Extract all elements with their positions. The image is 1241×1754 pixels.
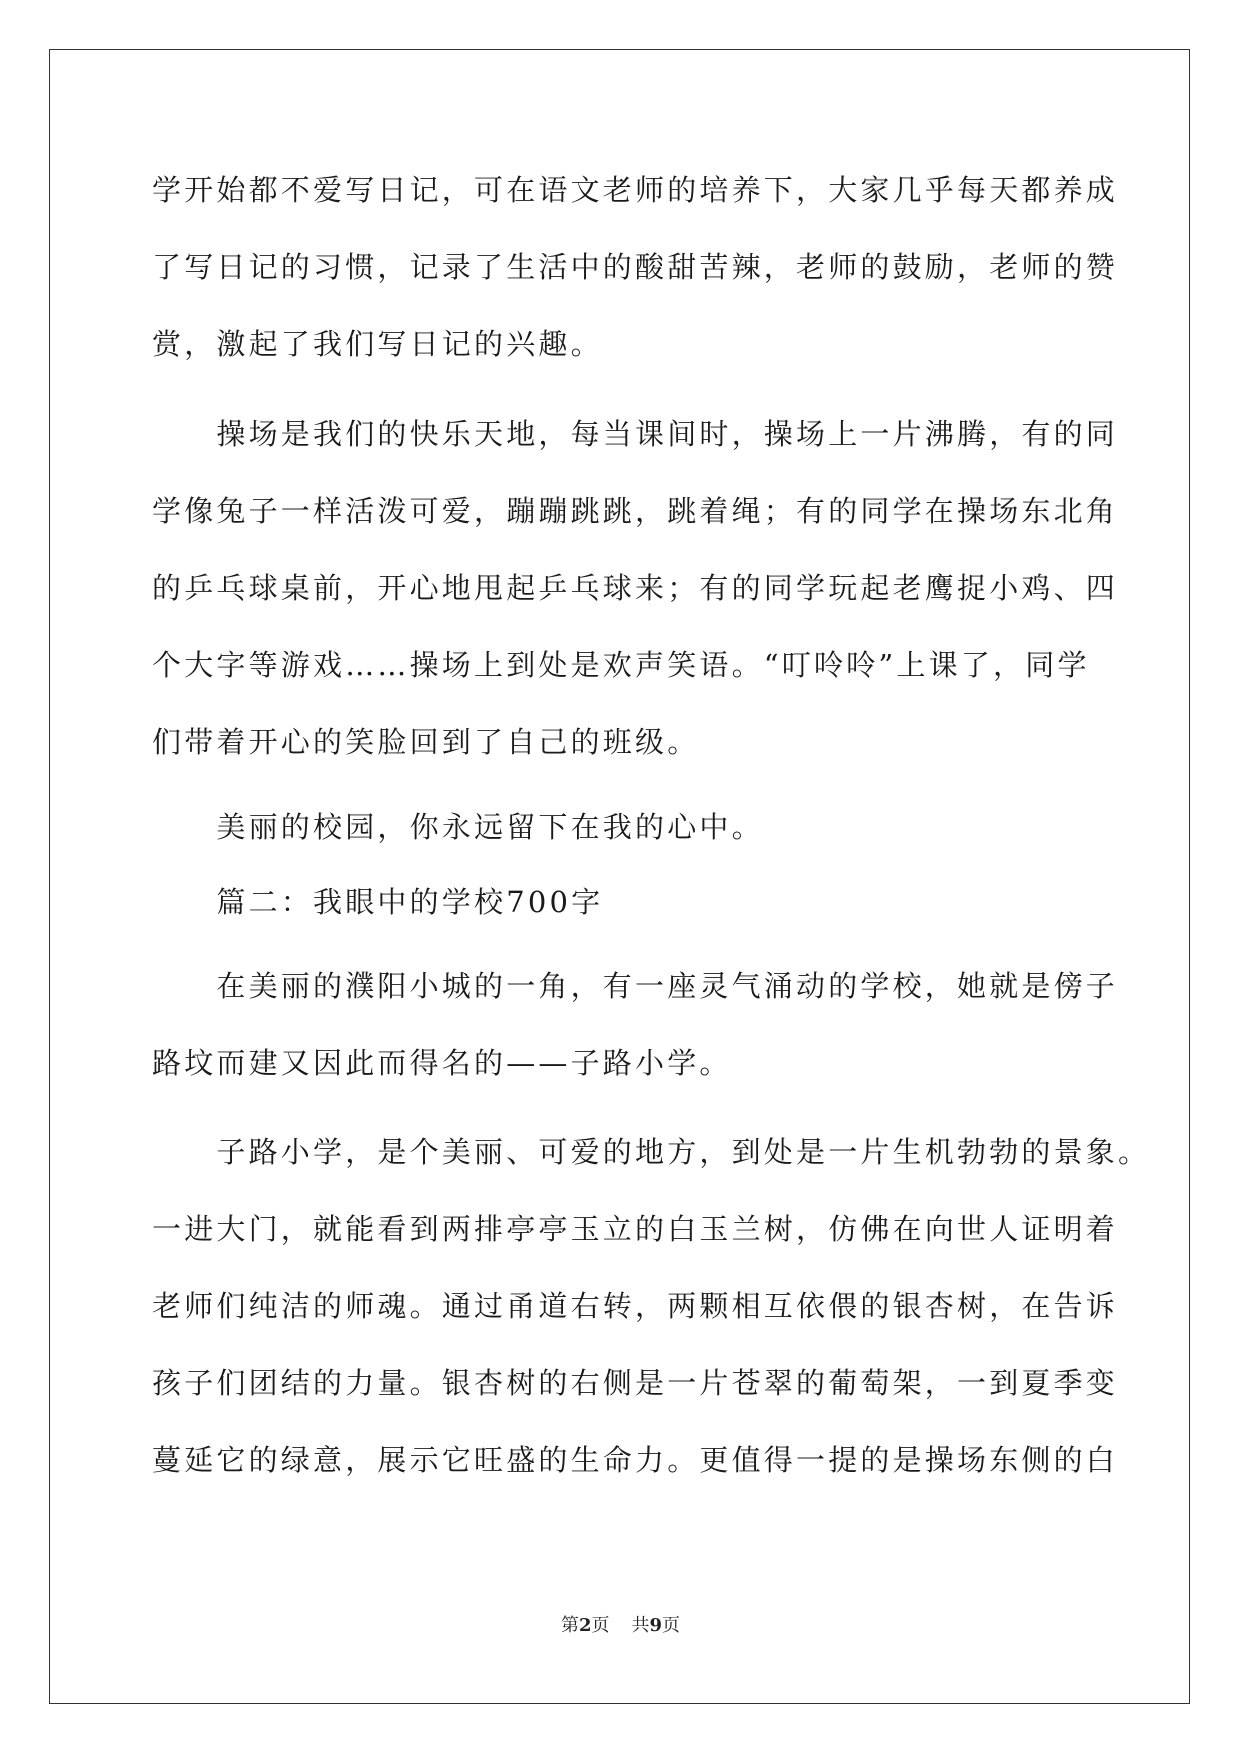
text-line: 学开始都不爱写日记，可在语文老师的培养下，大家几乎每天都养成	[152, 173, 1119, 207]
current-page-number: 2	[578, 1615, 592, 1636]
total-prefix: 共	[631, 1615, 650, 1636]
text-line: 学像兔子一样活泼可爱，蹦蹦跳跳，跳着绳；有的同学在操场东北角	[152, 494, 1119, 528]
text-line: 们带着开心的笑脸回到了自己的班级。	[152, 725, 700, 759]
page-unit: 页	[591, 1615, 610, 1636]
text-line: 子路小学，是个美丽、可爱的地方，到处是一片生机勃勃的景象。	[152, 1135, 1151, 1169]
total-page-number: 9	[649, 1615, 663, 1636]
text-line: 赏，激起了我们写日记的兴趣。	[152, 327, 603, 361]
text-line: 一进大门，就能看到两排亭亭玉立的白玉兰树，仿佛在向世人证明着	[152, 1212, 1119, 1246]
text-line: 的乒乓球桌前，开心地甩起乒乓球来；有的同学玩起老鹰捉小鸡、四	[152, 571, 1119, 605]
total-unit: 页	[662, 1615, 681, 1636]
text-line: 了写日记的习惯，记录了生活中的酸甜苦辣，老师的鼓励，老师的赞	[152, 250, 1119, 284]
text-line: 美丽的校园，你永远留下在我的心中。	[152, 810, 764, 844]
text-line: 老师们纯洁的师魂。通过甬道右转，两颗相互依偎的银杏树，在告诉	[152, 1289, 1119, 1323]
page-prefix: 第	[560, 1615, 579, 1636]
page-footer	[0, 1614, 1241, 1638]
text-line: 个大字等游戏……操场上到处是欢声笑语。“叮呤呤”上课了，同学	[152, 648, 1090, 682]
text-line: 在美丽的濮阳小城的一角，有一座灵气涌动的学校，她就是傍子	[152, 969, 1119, 1003]
section-heading: 篇二：我眼中的学校700字	[152, 885, 604, 919]
text-line: 蔓延它的绿意，展示它旺盛的生命力。更值得一提的是操场东侧的白	[152, 1443, 1119, 1477]
text-line: 路坟而建又因此而得名的——子路小学。	[152, 1046, 732, 1080]
text-line: 操场是我们的快乐天地，每当课间时，操场上一片沸腾，有的同	[152, 417, 1119, 451]
text-line: 孩子们团结的力量。银杏树的右侧是一片苍翠的葡萄架，一到夏季变	[152, 1366, 1119, 1400]
